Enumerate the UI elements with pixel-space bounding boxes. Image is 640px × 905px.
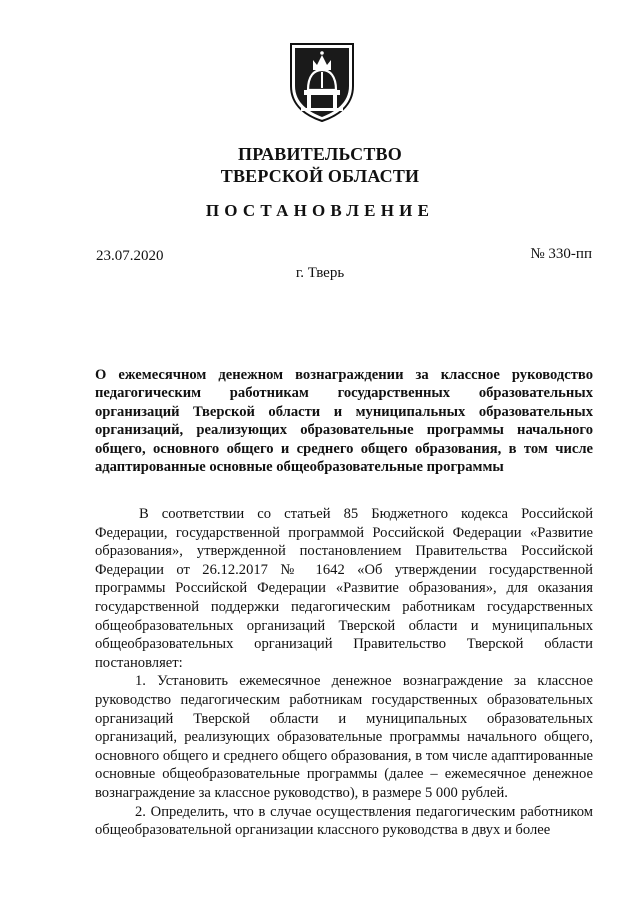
- document-city: г. Тверь: [295, 265, 345, 281]
- item-1-paragraph: 1. Установить ежемесячное денежное вознаграждение за классное руководство педагогическим работникам государственных образовательных организаций Тверской области и муниципальных образовательных организаций, реализующих образовательные программы начального общего, основного общего и среднего общего образования, в том числе адаптированные основные общеобразовательные программы (далее – ежемесячное денежное вознаграждение за классное руководство), в размере 5 000 рублей.: [95, 673, 593, 801]
- coat-of-arms-icon: [287, 40, 357, 124]
- document-body: [95, 505, 593, 840]
- preamble-paragraph: В соответствии со статьей 85 Бюджетного кодекса Российской Федерации, государственной программой Российской Федерации «Развитие образования», утвержденной постановлением Правительства Российской Федерации от 26.12.2017 № 1642 «Об утверждении государственной программы Российской Федерации «Развитие образования», для оказания государственной поддержки педагогическим работникам государственных общеобразовательных организаций Тверской области и муниципальных общеобразовательных организаций Правительство Тверской области постановляет:: [95, 506, 593, 671]
- government-name-line2: ТВЕРСКОЙ ОБЛАСТИ: [220, 166, 420, 186]
- item-2-paragraph: 2. Определить, что в случае осуществления педагогическим работником общеобразовательной организации классного руководства в двух и более: [95, 803, 593, 839]
- document-number: № 330-пп: [530, 246, 592, 262]
- document-date: 23.07.2020: [96, 248, 164, 264]
- government-name-line1: ПРАВИТЕЛЬСТВО: [238, 144, 402, 164]
- document-title: О ежемесячном денежном вознаграждении за классное руководство педагогическим работникам государственных образовательных организаций Тверской области и муниципальных образовательных организаций, реализующих образовательные программы начального общего, основного общего и среднего общего образования, в том числе адаптированные основные общеобразовательные программы: [95, 367, 593, 476]
- document-type: ПОСТАНОВЛЕНИЕ: [205, 201, 435, 220]
